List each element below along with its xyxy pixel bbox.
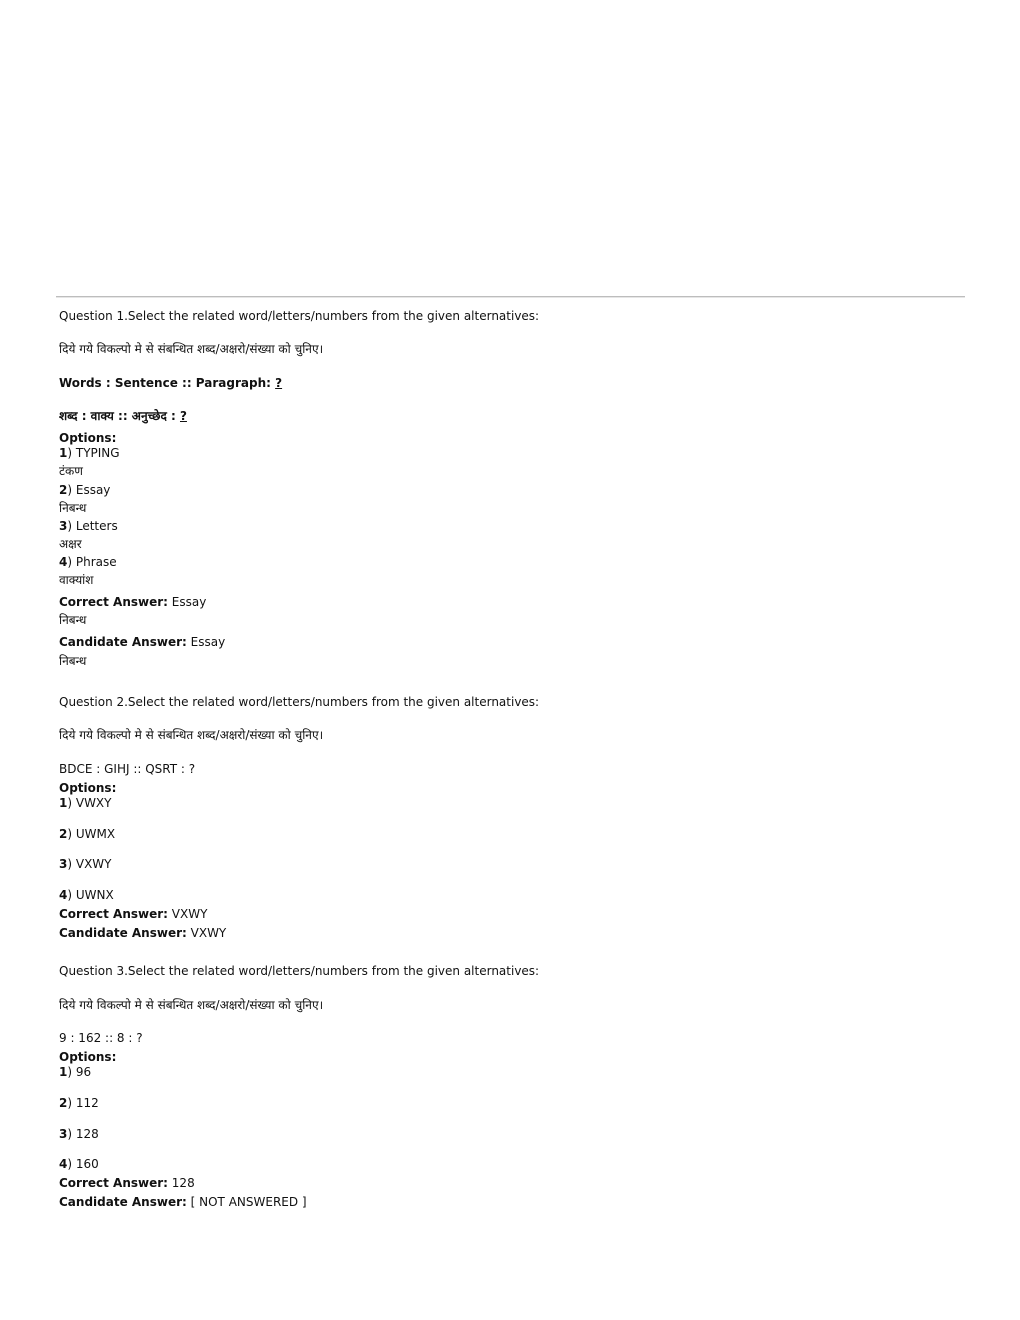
option-number: 2 xyxy=(59,483,68,497)
correct-answer xyxy=(59,1176,195,1191)
option-number: 4 xyxy=(59,888,68,902)
option-1: 1) VWXY xyxy=(59,796,112,810)
option-number: 2 xyxy=(59,827,68,841)
option-text: Letters xyxy=(75,519,118,533)
option-number: 4 xyxy=(59,1157,68,1171)
option-2: 2) 112 xyxy=(59,1096,99,1110)
option-text: Phrase xyxy=(75,555,117,569)
option-number: 3 xyxy=(59,857,68,871)
correct-answer-value: Essay xyxy=(171,595,207,609)
option-2: 2) Essay xyxy=(59,483,111,497)
options-label: Options: xyxy=(59,1050,117,1064)
candidate-answer xyxy=(59,926,226,941)
question-heading: Question 2.Select the related word/letters/numbers from the given alternatives: xyxy=(59,695,540,709)
option-number: 4 xyxy=(59,555,68,569)
question-heading-hindi: दिये गये विकल्पो मे से संबन्धित शब्द/अक्षरो/संख्या को चुनिए। xyxy=(59,342,324,356)
candidate-answer-label: Candidate Answer: xyxy=(59,1195,187,1209)
correct-answer-label: Correct Answer: xyxy=(59,595,168,609)
option-text: TYPING xyxy=(75,446,120,460)
candidate-answer-value: VXWY xyxy=(190,926,227,940)
option-number: 3 xyxy=(59,519,68,533)
option-text: 112 xyxy=(75,1096,99,1110)
question-prompt: BDCE : GIHJ :: QSRT : ? xyxy=(59,762,196,776)
option-4: 4) Phrase xyxy=(59,555,117,569)
prompt-mark: ? xyxy=(275,376,283,390)
option-text: UWMX xyxy=(75,827,116,841)
correct-answer xyxy=(59,907,207,922)
option-4-hindi: वाक्यांश xyxy=(59,573,94,587)
option-2-hindi: निबन्ध xyxy=(59,501,87,515)
option-2: 2) UWMX xyxy=(59,827,116,841)
prompt-mark-hindi: ? xyxy=(179,409,187,423)
candidate-answer xyxy=(59,635,225,650)
option-1-hindi: टंकण xyxy=(59,464,83,478)
correct-answer-label: Correct Answer: xyxy=(59,907,168,921)
option-number: 1 xyxy=(59,1065,68,1079)
option-text: VXWY xyxy=(75,857,112,871)
options-label: Options: xyxy=(59,431,117,445)
option-text: VWXY xyxy=(75,796,112,810)
option-1: 1) TYPING xyxy=(59,446,120,460)
question-prompt-hindi xyxy=(59,409,187,424)
option-number: 1 xyxy=(59,796,68,810)
prompt-text: Words : Sentence :: Paragraph: xyxy=(59,376,276,390)
option-text: UWNX xyxy=(75,888,114,902)
candidate-answer-label: Candidate Answer: xyxy=(59,635,187,649)
option-text: 128 xyxy=(75,1127,99,1141)
page-divider xyxy=(56,296,965,298)
option-text: Essay xyxy=(75,483,111,497)
correct-answer-label: Correct Answer: xyxy=(59,1176,168,1190)
question-heading: Question 3.Select the related word/letters/numbers from the given alternatives: xyxy=(59,964,540,978)
option-number: 1 xyxy=(59,446,68,460)
candidate-answer xyxy=(59,1195,307,1210)
option-3: 3) 128 xyxy=(59,1127,99,1141)
option-1: 1) 96 xyxy=(59,1065,92,1079)
option-number: 2 xyxy=(59,1096,68,1110)
correct-answer-value: 128 xyxy=(171,1176,195,1190)
option-4: 4) 160 xyxy=(59,1157,99,1171)
question-heading: Question 1.Select the related word/letters/numbers from the given alternatives: xyxy=(59,309,540,323)
question-heading-hindi: दिये गये विकल्पो मे से संबन्धित शब्द/अक्षरो/संख्या को चुनिए। xyxy=(59,728,324,742)
candidate-answer-value: [ NOT ANSWERED ] xyxy=(190,1195,307,1209)
options-label: Options: xyxy=(59,781,117,795)
candidate-answer-value: Essay xyxy=(190,635,226,649)
prompt-text-hindi: शब्द : वाक्य :: अनुच्छेद : xyxy=(59,409,180,423)
correct-answer-hindi: निबन्ध xyxy=(59,613,87,627)
option-3: 3) VXWY xyxy=(59,857,112,871)
question-prompt xyxy=(59,376,282,391)
question-prompt: 9 : 162 :: 8 : ? xyxy=(59,1031,143,1045)
option-3: 3) Letters xyxy=(59,519,118,533)
correct-answer xyxy=(59,595,206,610)
question-heading-hindi: दिये गये विकल्पो मे से संबन्धित शब्द/अक्षरो/संख्या को चुनिए। xyxy=(59,998,324,1012)
option-text: 160 xyxy=(75,1157,99,1171)
candidate-answer-label: Candidate Answer: xyxy=(59,926,187,940)
option-4: 4) UWNX xyxy=(59,888,114,902)
option-text: 96 xyxy=(75,1065,92,1079)
correct-answer-value: VXWY xyxy=(171,907,208,921)
option-number: 3 xyxy=(59,1127,68,1141)
option-3-hindi: अक्षर xyxy=(59,537,82,551)
candidate-answer-hindi: निबन्ध xyxy=(59,654,87,668)
